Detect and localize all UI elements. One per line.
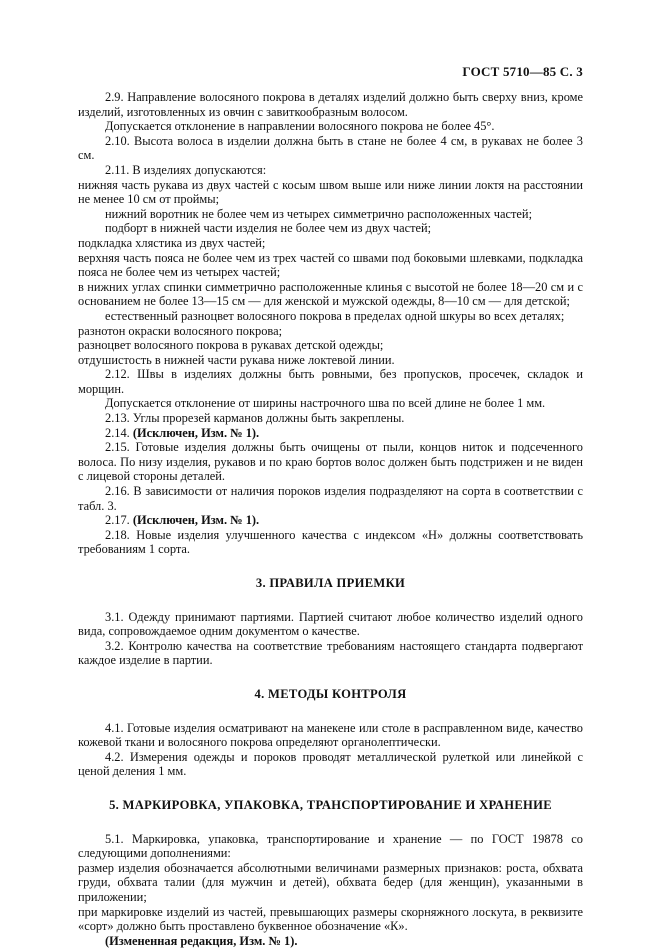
list-item-half-belt: подкладка хлястика из двух частей; [78, 235, 266, 250]
paragraph-4-1: 4.1. Готовые изделия осматривают на манекене или столе в расправленном виде, качество кожевой ткани и волосяного покрова определяют органолептически. [78, 720, 583, 750]
paragraph-3-2: 3.2. Контролю качества на соответствие требованиям настоящего стандарта подвергают каждое изделие в партии. [78, 638, 583, 668]
list-item-belt: верхняя часть пояса не более чем из трех частей со швами под боковыми шлевками, подкладка пояса не более чем из четырех частей; [78, 250, 583, 280]
paragraph-5-1: 5.1. Маркировка, упаковка, транспортирование и хранение — по ГОСТ 19878 со следующими дополнениями: [78, 831, 583, 861]
list-item-facing: подборт в нижней части изделия не более чем из двух частей; [105, 221, 432, 236]
paragraph-2-17 [78, 513, 583, 528]
paragraph-5-1-size: размер изделия обозначается абсолютными величинами размерных признаков: роста, обхвата груди, обхвата талии (для мужчин и детей), обхвата бедер (для женщин), указанными в приложении; [78, 860, 583, 904]
paragraph-2-15: 2.15. Готовые изделия должны быть очищены от пыли, концов ниток и подсеченного волоса. По низу изделия, рукавов и по краю бортов волос должен быть подстрижен и не виден с лицевой стороны деталей. [78, 440, 583, 484]
paragraph-2-14 [78, 426, 583, 441]
list-item-natural-color: естественный разноцвет волосяного покрова в пределах одной шкуры во всех деталях; [105, 308, 565, 323]
revision-note: (Измененная редакция, Изм. № 1). [105, 933, 298, 948]
document-body [78, 90, 583, 948]
paragraph-5-1-marking: при маркировке изделий из частей, превышающих размеры скорняжного лоскута, в реквизите «сорт» должно быть проставлено буквенное обозначение «К». [78, 904, 583, 934]
paragraph-2-12: 2.12. Швы в изделиях должны быть ровными, без пропусков, просечек, складок и морщин. [78, 367, 583, 396]
section-title-control-methods: 4. МЕТОДЫ КОНТРОЛЯ [254, 686, 407, 701]
section-title-acceptance: 3. ПРАВИЛА ПРИЕМКИ [255, 576, 406, 590]
page-header: ГОСТ 5710—85 С. 3 [462, 64, 583, 79]
paragraph-2-12-note: Допускается отклонение от ширины настрочного шва по всей длине не более 1 мм. [105, 396, 546, 411]
paragraph-2-13: 2.13. Углы прорезей карманов должны быть закреплены. [105, 411, 405, 426]
paragraph-number: 2.17. [105, 513, 130, 528]
list-item-child-color: разноцвет волосяного покрова в рукавах детской одежды; [78, 338, 384, 353]
paragraph-2-11: 2.11. В изделиях допускаются: [105, 162, 267, 177]
paragraph-2-9-note: Допускается отклонение в направлении волосяного покрова не более 45°. [105, 119, 495, 134]
paragraph-2-16: 2.16. В зависимости от наличия пороков изделия подразделяют на сорта в соответствии с табл. 3. [78, 484, 583, 513]
list-item-odor: отдушистость в нижней части рукава ниже локтевой линии. [78, 352, 395, 367]
paragraph-2-9: 2.9. Направление волосяного покрова в деталях изделий должно быть сверху вниз, кроме изделий, изготовленных из овчин с завиткообразным волосом. [78, 90, 583, 119]
paragraph-number: 2.14. [105, 425, 130, 440]
excluded-note: (Исключен, Изм. № 1). [132, 513, 260, 528]
paragraph-2-10: 2.10. Высота волоса в изделии должна быть в стане не более 4 см, в рукавах не более 3 см. [78, 133, 583, 163]
list-item-sleeve: нижняя часть рукава из двух частей с косым швом выше или ниже линии локтя на расстоянии не менее 10 см от проймы; [78, 177, 583, 207]
paragraph-4-2: 4.2. Измерения одежды и пороков проводят металлической рулеткой или линейкой с ценой деления 1 мм. [78, 749, 583, 779]
list-item-tone: разнотон окраски волосяного покрова; [78, 323, 283, 338]
list-item-gussets: в нижних углах спинки симметрично расположенные клинья с высотой не более 18—20 см и с основанием не более 13—15 см — для женской и мужской одежды, 8—10 см — для детской; [78, 279, 583, 309]
excluded-note: (Исключен, Изм. № 1). [132, 425, 260, 440]
paragraph-3-1: 3.1. Одежду принимают партиями. Партией считают любое количество изделий одного вида, сопровождаемое одним документом о качестве. [78, 609, 583, 639]
paragraph-2-18: 2.18. Новые изделия улучшенного качества с индексом «Н» должны соответствовать требованиям 1 сорта. [78, 527, 583, 557]
list-item-collar: нижний воротник не более чем из четырех симметрично расположенных частей; [105, 206, 533, 221]
section-title-marking: 5. МАРКИРОВКА, УПАКОВКА, ТРАНСПОРТИРОВАНИЕ И ХРАНЕНИЕ [109, 797, 552, 812]
